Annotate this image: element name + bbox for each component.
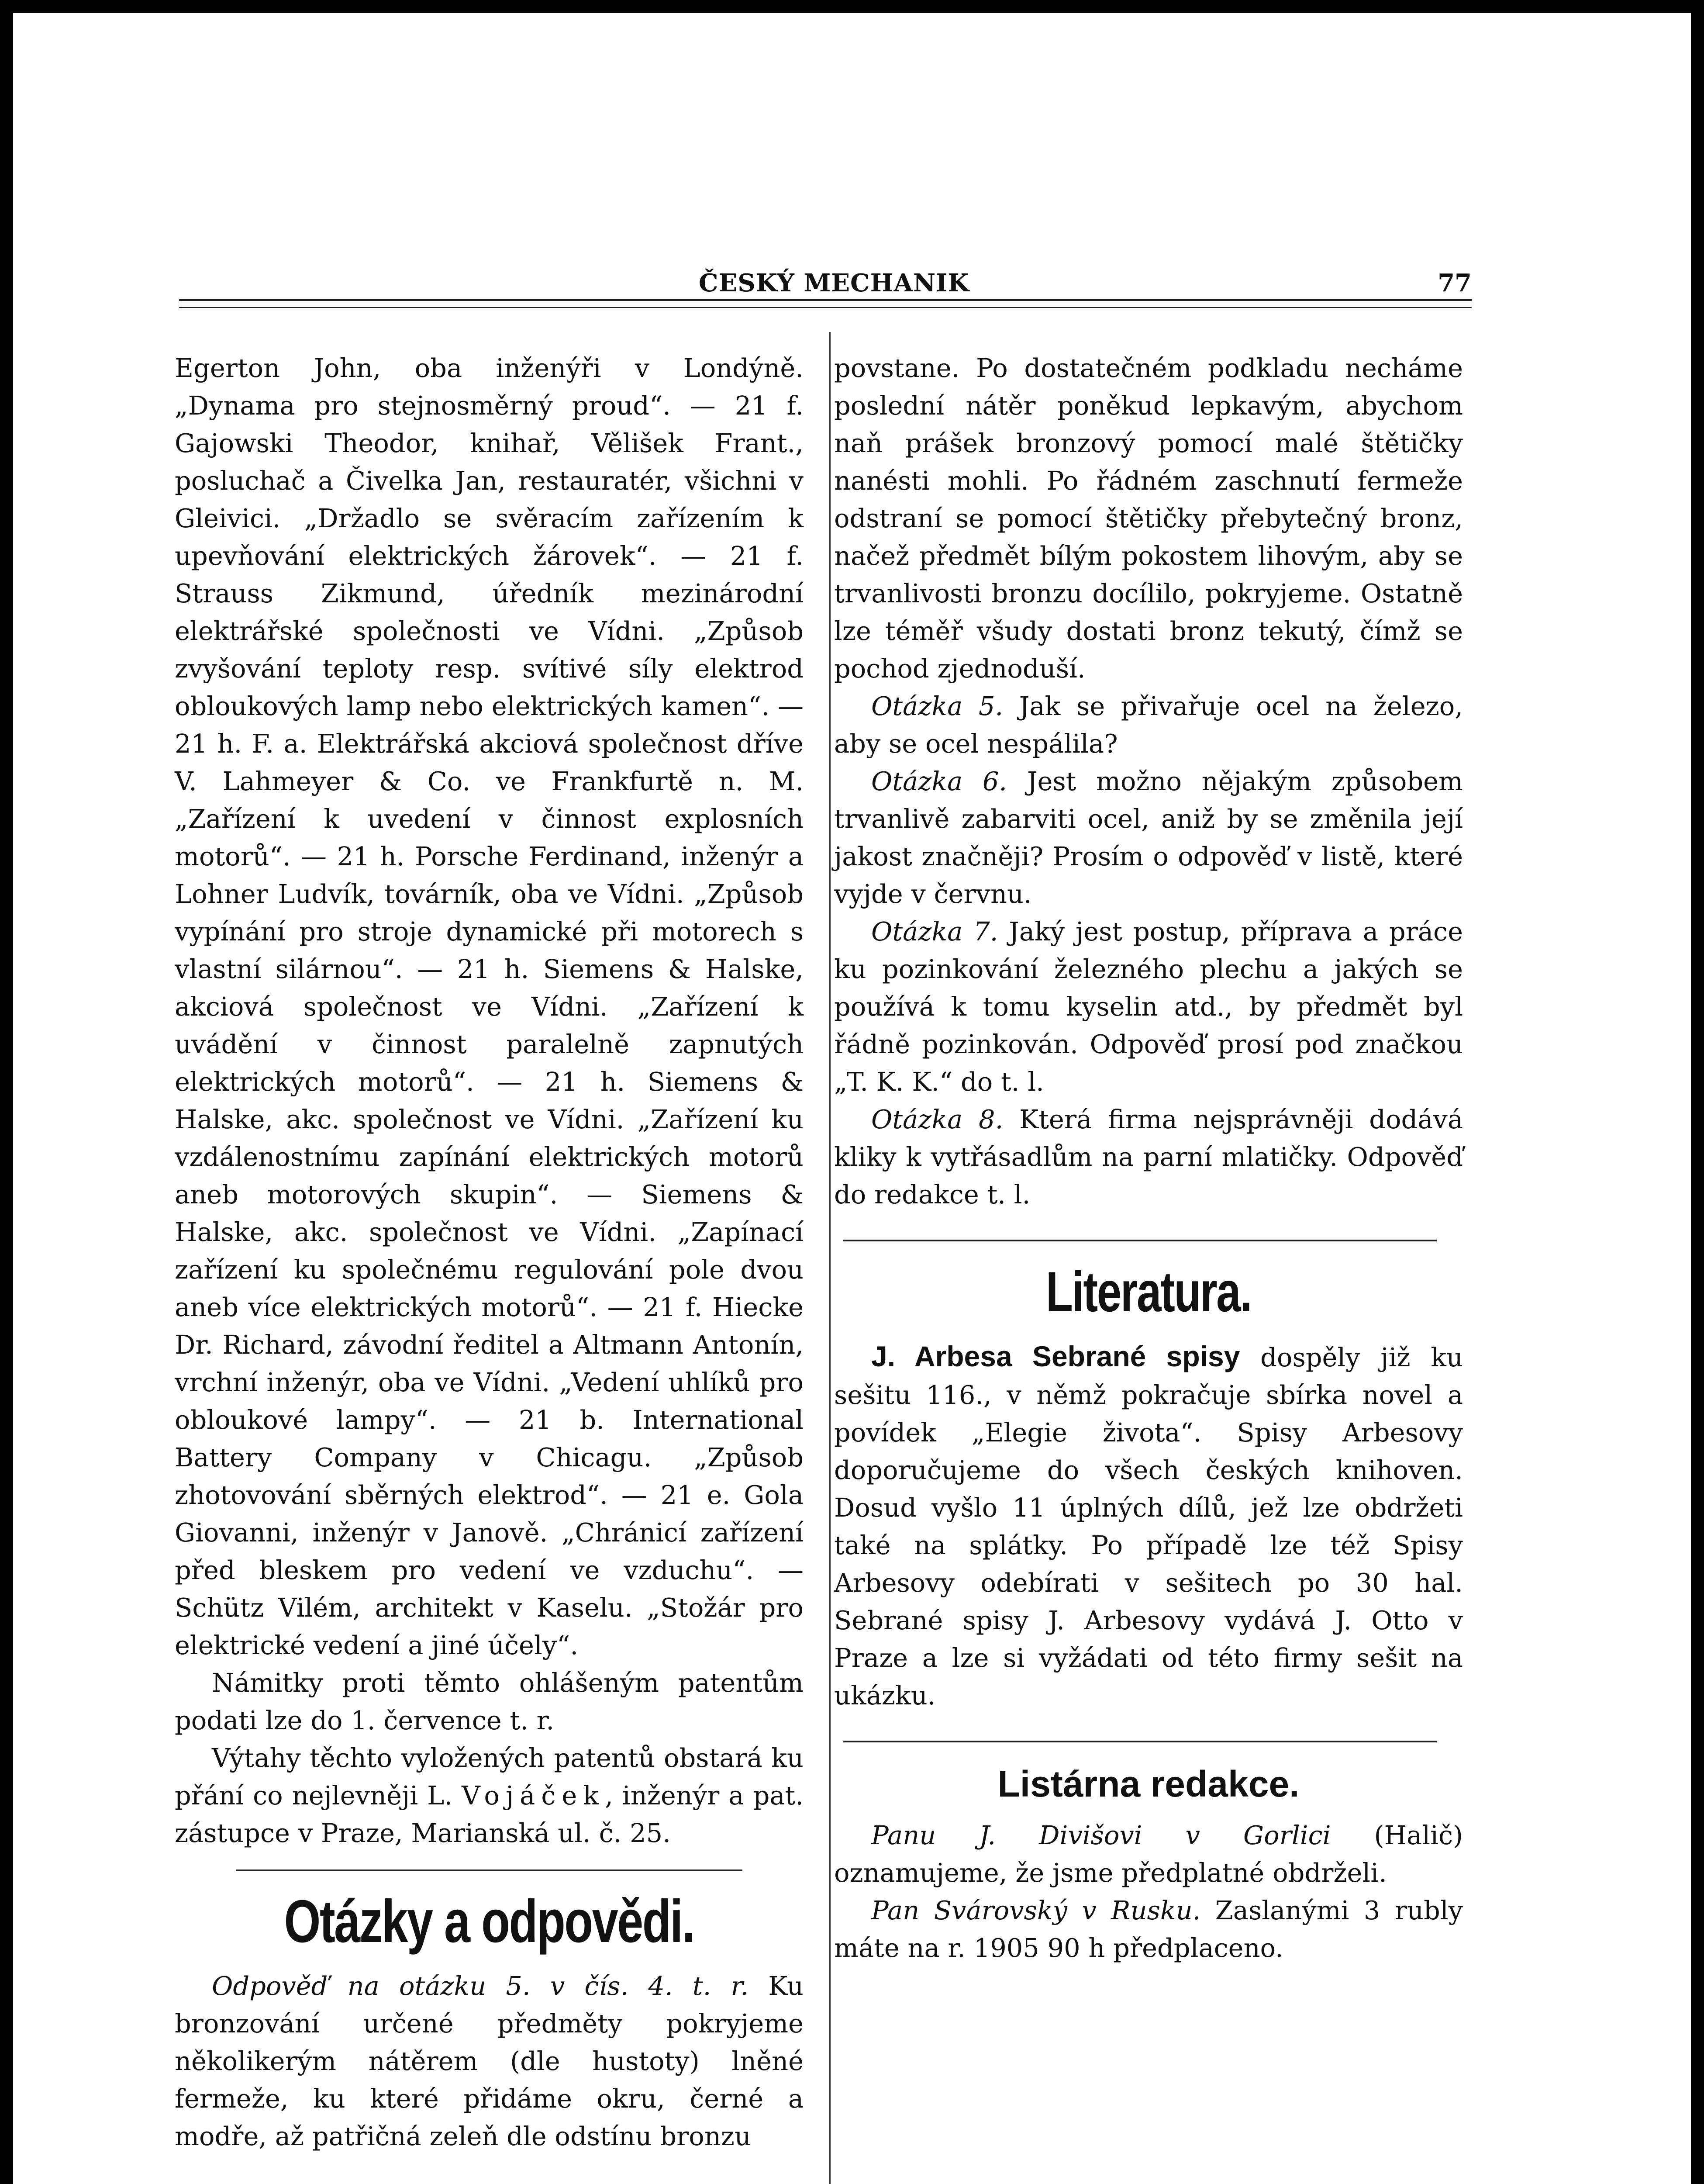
objections-paragraph: Námitky proti těmto ohlášeným patentům podati lze do 1. července t. r. [175, 1668, 804, 1735]
running-head [179, 269, 1472, 295]
answer-paragraph [175, 1967, 804, 2155]
question-8-text: Která firma nejsprávněji dodává kliky k vytřásadlům na parní mlatičky. Odpověď do redakce t. l. [834, 1104, 1463, 1209]
patent-list-paragraph: Egerton John, oba inženýři v Londýně. „Dynama pro stejnosměrný proud“. — 21 f. Gajowski Theodor, knihař, Vělišek Frant., posluchač a Čivelka Jan, restauratér, všichni v Gleivici. „Držadlo se svěracím zařízením k upevňování elektrických žárovek“. — 21 f. Strauss Zikmund, úředník mezinárodní elektrářské společnosti ve Vídni. „Způsob zvyšování teploty resp. svítivé síly elektrod obloukových lamp nebo elektrických kamen“. — 21 h. F. a. Elektrářská akciová společnost dříve V. Lahmeyer & Co. ve Frankfurtě n. M. „Zařízení k uvedení v činnost explosních motorů“. — 21 h. Porsche Ferdinand, inženýr a Lohner Ludvík, továrník, oba ve Vídni. „Způsob vypínání pro stroje dynamické při motorech s vlastní silárnou“. — 21 h. Siemens & Halske, akciová společnost ve Vídni. „Zařízení k uvádění v činnost paralelně zapnutých elektrických motorů“. — 21 h. Siemens & Halske, akc. společnost ve Vídni. „Zařízení ku vzdálenostnímu zapínání elektrických motorů aneb motorových skupin“. — Siemens & Halske, akc. společnost ve Vídni. „Zapínací zařízení ku společnému regulování pole dvou aneb více elektrických motorů“. — 21 f. Hiecke Dr. Richard, závodní ředitel a Altmann Antonín, vrchní inženýr, oba ve Vídni. „Vedení uhlíků pro obloukové lampy“. — 21 b. International Battery Company v Chicagu. „Způsob zhotovování sběrných elektrod“. — 21 e. Gola Giovanni, inženýr v Janově. „Chránicí zařízení před bleskem pro vedení ve vzduchu“. — Schütz Vilém, architekt v Kaselu. „Stožár pro elektrické vedení a jiné účely“. [175, 353, 804, 1660]
qa-heading: Otázky a odpovědi. [284, 1888, 694, 1955]
answer-label: Odpověď na otázku 5. v čís. 4. t. r. [212, 1971, 749, 2001]
excerpts-suffix: , inženýr a pat. zástupce v Praze, Marianská ul. č. 25. [175, 1780, 804, 1848]
right-column [834, 349, 1463, 1967]
letter-1-addressee: Panu J. Divišovi v Gorlici [871, 1820, 1331, 1850]
journal-title: ČESKÝ MECHANIK [699, 269, 969, 297]
answer-text: Ku bronzování určené předměty pokryjeme několikerým nátěrem (dle hustoty) lněné fermeže, ku které přidáme okru, černé a modře, až patřičná zeleň dle odstínu bronzu [175, 1971, 804, 2151]
question-5-text: Jak se přivařuje ocel na železo, aby se ocel nespálila? [834, 691, 1463, 759]
answer-continued: povstane. Po dostatečném podkladu necháme poslední nátěr poněkud lepkavým, abychom naň prášek bronzový pomocí malé štětičky nanésti mohli. Po řádném zaschnutí fermeže odstraní se pomocí štětičky přebytečný bronz, načež předmět bílým pokostem lihovým, aby se trvanlivosti bronzu docílilo, pokryjeme. Ostatně lze téměř všudy dostati bronz tekutý, čímž se pochod zjednoduší. [834, 353, 1463, 684]
literature-paragraph [834, 1337, 1463, 1714]
question-6-text: Jest možno nějakým způsobem trvanlivě zabarviti ocel, aniž by se změnila její jakost značněji? Prosím o odpověď v listě, které vyjde v červnu. [834, 766, 1463, 909]
page [13, 13, 1691, 2184]
header-rule [179, 299, 1472, 308]
excerpts-prefix: Výtahy těchto vyložených patentů obstará ku přání co nejlevněji L. [175, 1743, 804, 1811]
literature-text: dospěly již ku sešitu 116., v němž pokračuje sbírka novel a povídek „Elegie života“. Spisy Arbesovy doporučujeme do všech českých knihoven. Dosud vyšlo 11 úplných dílů, jež lze obdržeti také na splátky. Po případě lze též Spisy Arbesovy odebírati v sešitech po 30 hal. Sebrané spisy J. Arbesovy vydává J. Otto v Praze a lze si vyžádati od této firmy sešit na ukázku. [834, 1342, 1463, 1711]
section-rule [843, 1240, 1437, 1241]
letter-2 [834, 1892, 1463, 1967]
question-8 [834, 1101, 1463, 1213]
question-6 [834, 763, 1463, 913]
page-number: 77 [1438, 269, 1472, 297]
question-5 [834, 688, 1463, 763]
letter-2-text: Zaslanými 3 rubly máte na r. 1905 90 h předplaceno. [834, 1895, 1463, 1963]
question-6-label: Otázka 6. [871, 766, 1007, 796]
literature-bold-title: J. Arbesa Sebrané spisy [871, 1340, 1240, 1372]
question-7 [834, 913, 1463, 1101]
question-5-label: Otázka 5. [871, 691, 1004, 721]
section-rule [843, 1741, 1437, 1742]
question-7-label: Otázka 7. [871, 916, 998, 947]
listarna-heading: Listárna redakce. [997, 1763, 1300, 1804]
excerpts-name: Vojáček [462, 1780, 605, 1811]
section-rule [236, 1870, 742, 1871]
letter-1 [834, 1817, 1463, 1892]
letter-2-addressee: Pan Svárovský v Rusku. [871, 1895, 1201, 1925]
literature-heading: Literatura. [1045, 1260, 1252, 1324]
letter-1-text: (Halič) oznamujeme, že jsme předplatné obdrželi. [834, 1820, 1463, 1888]
column-divider [829, 332, 831, 2184]
excerpts-paragraph [175, 1739, 804, 1852]
left-column [175, 349, 804, 2155]
question-7-text: Jaký jest postup, příprava a práce ku pozinkování železného plechu a jakých se používá k tomu kyselin atd., by předmět byl řádně pozinkován. Odpověď prosí pod značkou „T. K. K.“ do t. l. [834, 916, 1463, 1097]
question-8-label: Otázka 8. [871, 1104, 1004, 1134]
